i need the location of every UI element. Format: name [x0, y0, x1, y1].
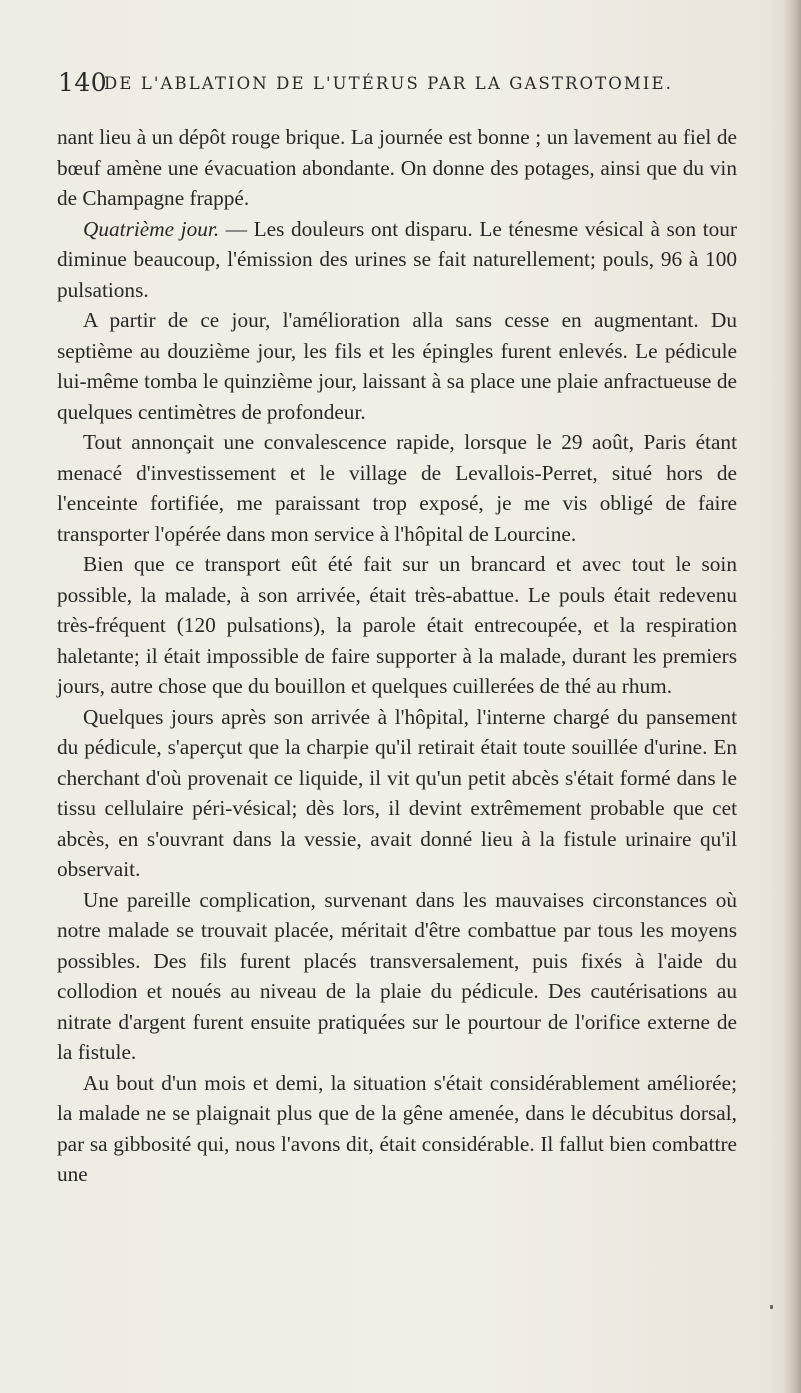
paragraph-7-text: Une pareille complication, survenant dans les mauvaises circonstances où notre malade se trouvait placée, méritait d'être combattue par tous les moyens possibles. Des fils furent placés transversalement, puis fixés à l'aide du collodion et noués au niveau de la plaie du pédicule. Des cautérisations au nitrate d'argent furent ensuite pratiquées sur le pourtour de l'orifice externe de la fistule. — [57, 887, 737, 1064]
paragraph-5 — [57, 549, 737, 702]
paragraph-6 — [57, 702, 737, 885]
paragraph-2-lead: Quatrième jour. — [83, 216, 220, 241]
running-head: DE L'ABLATION DE L'UTÉRUS PAR LA GASTROTOMIE. — [104, 74, 673, 93]
page-header — [58, 62, 748, 102]
paragraph-1 — [57, 122, 737, 214]
page-edge-shadow — [783, 0, 801, 1393]
body-text — [57, 122, 737, 1190]
paragraph-5-text: Bien que ce transport eût été fait sur un brancard et avec tout le soin possible, la malade, à son arrivée, était très-abattue. Le pouls était redevenu très-fréquent (120 pulsations), la parole était entrecoupée, et la respiration haletante; il était impossible de faire supporter à la malade, durant les premiers jours, autre chose que du bouillon et quelques cuillerées de thé au rhum. — [57, 552, 737, 698]
paragraph-2 — [57, 214, 737, 306]
paragraph-8 — [57, 1068, 737, 1190]
page-number: 140 — [58, 68, 108, 97]
paragraph-3 — [57, 305, 737, 427]
paragraph-1-text: nant lieu à un dépôt rouge brique. La journée est bonne ; un lavement au fiel de bœuf amène une évacuation abondante. On donne des potages, ainsi que du vin de Champagne frappé. — [57, 125, 737, 210]
paragraph-8-text: Au bout d'un mois et demi, la situation s'était considérablement améliorée; la malade ne se plaignait plus que de la gêne amenée, dans le décubitus dorsal, par sa gibbosité qui, nous l'avons dit, était considérable. Il fallut bien combattre une — [57, 1070, 737, 1186]
ink-fleck — [770, 1305, 773, 1309]
paragraph-3-text: A partir de ce jour, l'amélioration alla sans cesse en augmentant. Du septième au douzième jour, les fils et les épingles furent enlevés. Le pédicule lui-même tomba le quinzième jour, laissant à sa place une plaie anfractueuse de quelques centimètres de profondeur. — [57, 308, 737, 424]
paragraph-4-text: Tout annonçait une convalescence rapide, lorsque le 29 août, Paris étant menacé d'investissement et le village de Levallois-Perret, situé hors de l'enceinte fortifiée, me paraissant trop exposé, je me vis obligé de faire transporter l'opérée dans mon service à l'hôpital de Lourcine. — [57, 430, 737, 546]
paragraph-7 — [57, 885, 737, 1068]
paragraph-4 — [57, 427, 737, 549]
paragraph-6-text: Quelques jours après son arrivée à l'hôpital, l'interne chargé du pansement du pédicule, s'aperçut que la charpie qu'il retirait était toute souillée d'urine. En cherchant d'où provenait ce liquide, il vit qu'un petit abcès s'était formé dans le tissu cellulaire péri-vésical; dès lors, il devint extrêmement probable que cet abcès, en s'ouvrant dans la vessie, avait donné lieu à la fistule urinaire qu'il observait. — [57, 704, 737, 881]
paragraph-2-text: — Les douleurs ont disparu. Le ténesme vésical à son tour diminue beaucoup, l'émission des urines se fait naturellement; pouls, 96 à 100 pulsations. — [57, 216, 738, 302]
